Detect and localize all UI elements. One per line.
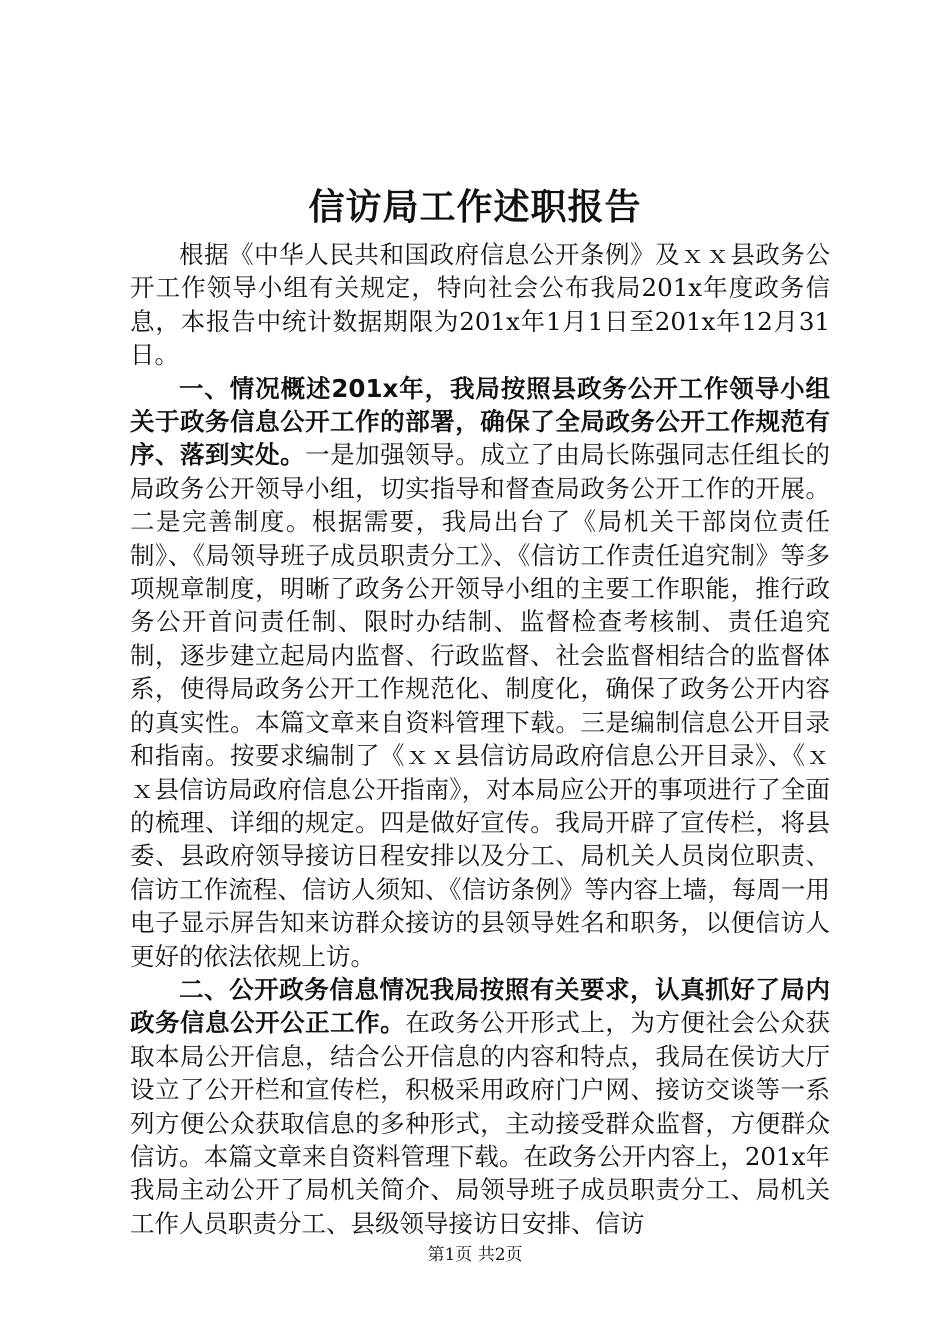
paragraph-text: 根据《中华人民共和国政府信息公开条例》及ｘｘ县政务公开工作领导小组有关规定，特向社会公布我局201x年度政务信息，本报告中统计数据期限为201x年1月1日至201x年12月31日。 (130, 240, 830, 370)
paragraph-section-2 (130, 973, 830, 1240)
page-footer: 第1页 共2页 (427, 1245, 523, 1265)
paragraph-intro (130, 238, 830, 372)
paragraph-text: 在政务公开形式上，为方便社会公众获取本局公开信息，结合公开信息的内容和特点，我局在侯访大厅设立了公开栏和宣传栏，积极采用政府门户网、接访交谈等一系列方便公众获取信息的多种形式，主动接受群众监督，方便群众信访。本篇文章来自资料管理下载。在政务公开内容上，201x年我局主动公开了局机关简介、局领导班子成员职责分工、局机关工作人员职责分工、县级领导接访日安排、信访 (130, 1008, 830, 1238)
document-body (130, 238, 830, 1240)
paragraph-text: 一是加强领导。成立了由局长陈强同志任组长的局政务公开领导小组，切实指导和督查局政务公开工作的开展。二是完善制度。根据需要，我局出台了《局机关干部岗位责任制》、《局领导班子成员职责分工》、《信访工作责任追究制》等多项规章制度，明晰了政务公开领导小组的主要工作职能，推行政务公开首问责任制、限时办结制、监督检查考核制、责任追究制，逐步建立起局内监督、行政监督、社会监督相结合的监督体系，使得局政务公开工作规范化、制度化，确保了政务公开内容的真实性。本篇文章来自资料管理下载。三是编制信息公开目录和指南。按要求编制了《ｘｘ县信访局政府信息公开目录》、《ｘｘ县信访局政府信息公开指南》，对本局应公开的事项进行了全面的梳理、详细的规定。四是做好宣传。我局开辟了宣传栏，将县委、县政府领导接访日程安排以及分工、局机关人员岗位职责、信访工作流程、信访人须知、《信访条例》等内容上墙，每周一用电子显示屏告知来访群众接访的县领导姓名和职务，以便信访人更好的依法依规上访。 (130, 440, 831, 971)
document-title: 信访局工作述职报告 (308, 186, 642, 228)
section-heading: 一、情况概述201x年，我局按照县政务公开工作领导小组关于政务信息公开工作的部署，确保了全局政务公开工作规范有序、落到实处。 (130, 373, 830, 470)
section-heading: 二、公开政务信息情况我局按照有关要求，认真抓好了局内政务信息公开公正工作。 (130, 974, 830, 1038)
paragraph-section-1 (130, 372, 830, 973)
